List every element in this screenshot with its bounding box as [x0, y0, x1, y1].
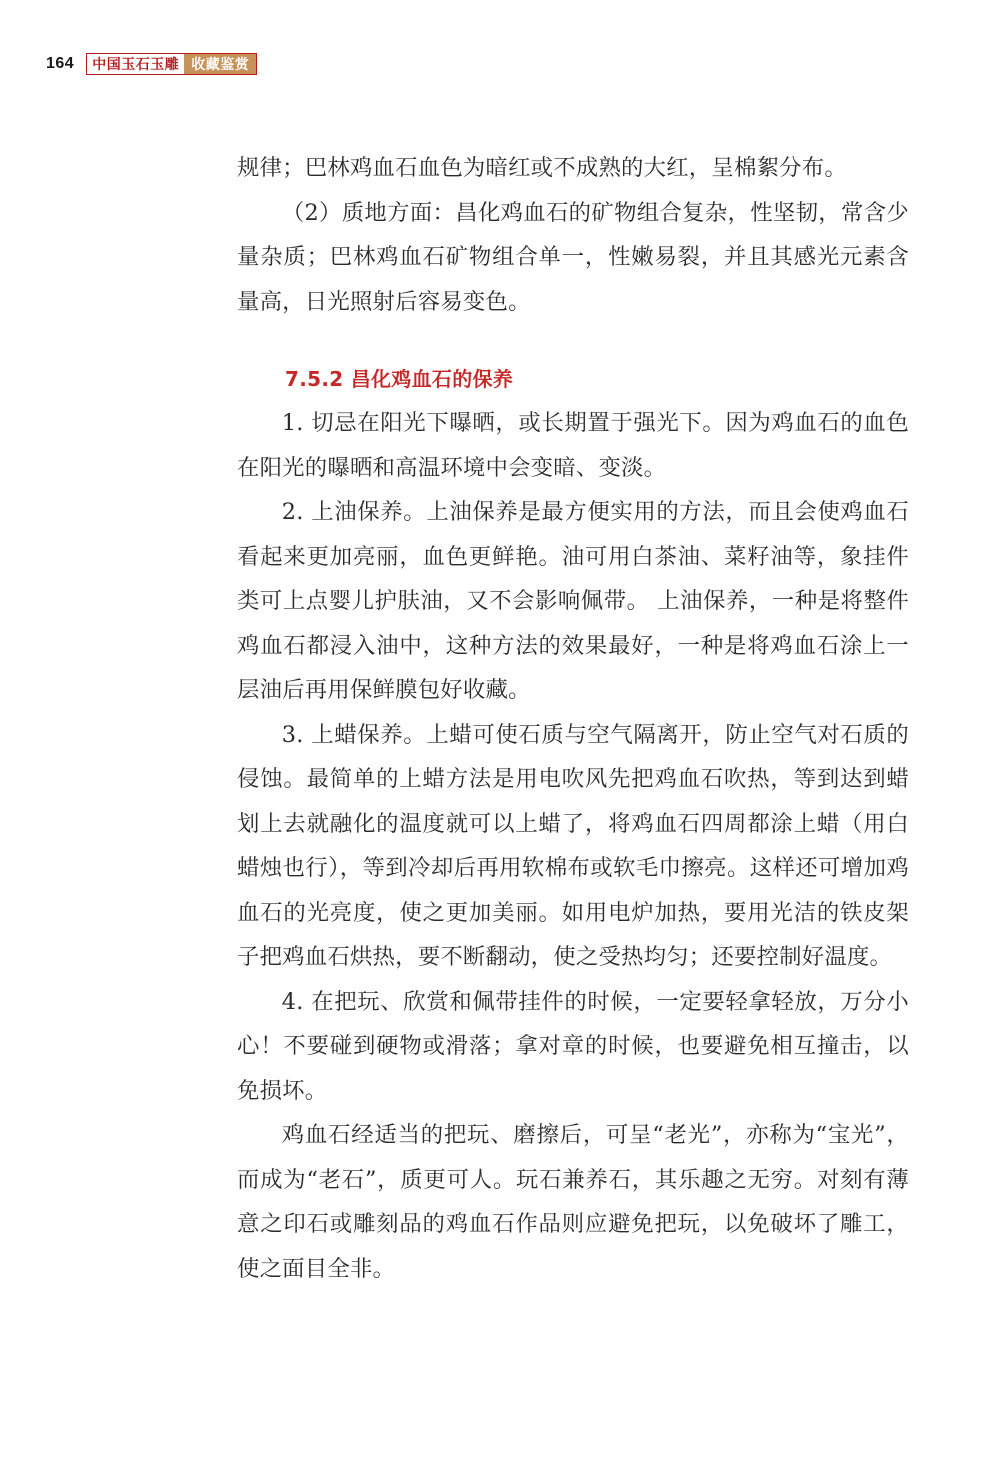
page-header: [46, 52, 257, 76]
intro-paragraph: 规律；巴林鸡血石血色为暗红或不成熟的大红，呈棉絮分布。: [237, 155, 847, 181]
page-number: 164: [46, 55, 75, 72]
section-heading: 7.5.2 昌化鸡血石的保养: [285, 367, 514, 391]
page-body: [237, 146, 909, 1291]
book-subtitle: 收藏鉴赏: [184, 54, 256, 74]
section-paragraph: 2. 上油保养。上油保养是最方便实用的方法，而且会使鸡血石看起来更加亮丽，血色更鲜艳。油可用白茶油、菜籽油等，象挂件类可上点婴儿护肤油，又不会影响佩带。 上油保养，一种是将整件鸡血石都浸入油中，这种方法的效果最好，一种是将鸡血石涂上一层油后再用保鲜膜包好收藏。: [237, 499, 909, 703]
section-paragraph: 4. 在把玩、欣赏和佩带挂件的时候，一定要轻拿轻放，万分小心！不要碰到硬物或滑落；拿对章的时候，也要避免相互撞击，以免损坏。: [237, 988, 909, 1104]
intro-paragraph: （2）质地方面：昌化鸡血石的矿物组合复杂，性坚韧，常含少量杂质；巴林鸡血石矿物组合单一，性嫩易裂，并且其感光元素含量高，日光照射后容易变色。: [237, 199, 909, 315]
section-paragraph: 1. 切忌在阳光下曝晒，或长期置于强光下。因为鸡血石的血色在阳光的曝晒和高温环境中会变暗、变淡。: [237, 410, 909, 481]
book-title: 中国玉石玉雕: [87, 54, 184, 74]
section-paragraph: 鸡血石经适当的把玩、磨擦后，可呈“老光”，亦称为“宝光”，而成为“老石”，质更可人。玩石兼养石，其乐趣之无穷。对刻有薄意之印石或雕刻品的鸡血石作品则应避免把玩，以免破坏了雕工，使之面目全非。: [237, 1122, 909, 1282]
section-paragraph: 3. 上蜡保养。上蜡可使石质与空气隔离开，防止空气对石质的侵蚀。最简单的上蜡方法是用电吹风先把鸡血石吹热，等到达到蜡划上去就融化的温度就可以上蜡了，将鸡血石四周都涂上蜡（用白蜡烛也行），等到冷却后再用软棉布或软毛巾擦亮。这样还可增加鸡血石的光亮度，使之更加美丽。如用电炉加热，要用光洁的铁皮架子把鸡血石烘热，要不断翻动，使之受热均匀；还要控制好温度。: [237, 721, 909, 970]
book-title-badge: [86, 53, 257, 75]
